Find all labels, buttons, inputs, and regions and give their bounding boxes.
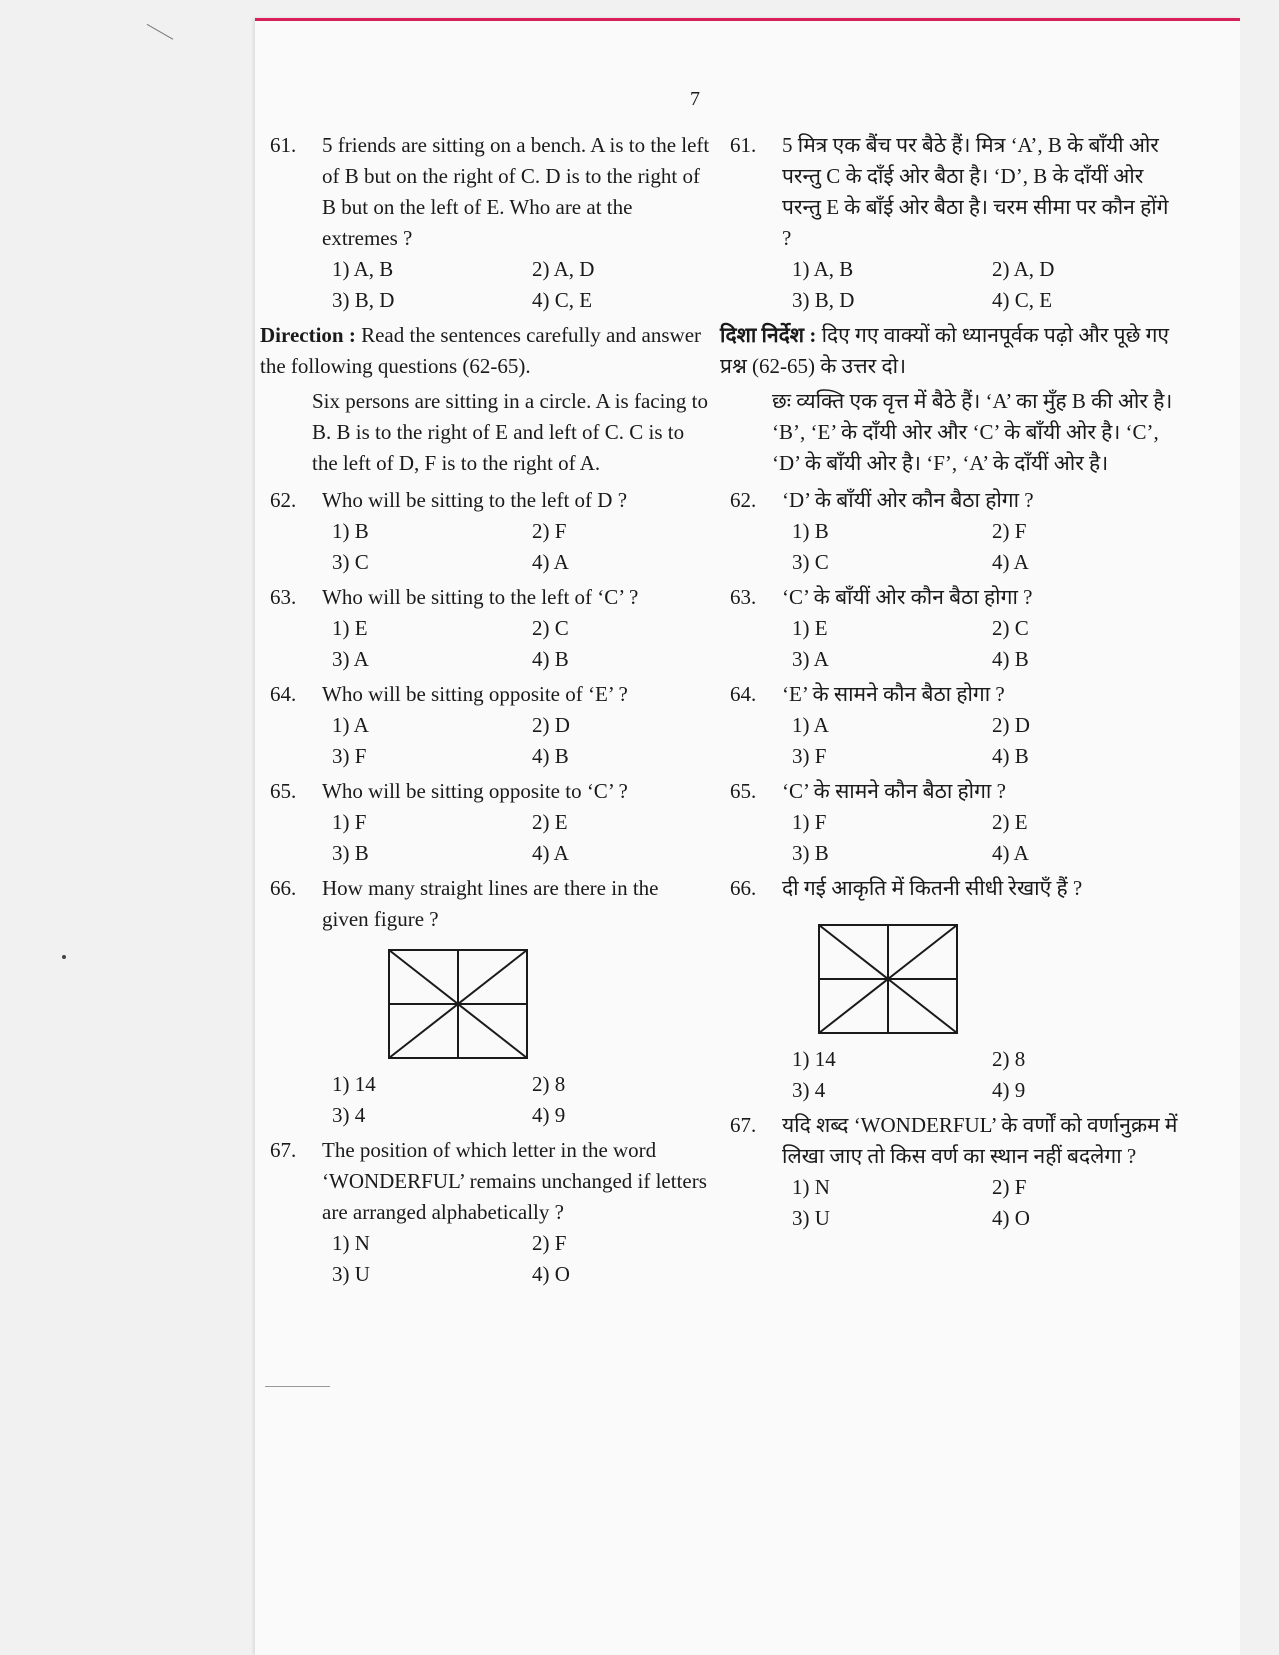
- option-1: 1) F: [792, 810, 827, 834]
- option-2: 2) F: [992, 519, 1027, 543]
- question-66: [270, 873, 710, 1131]
- question-number: 66.: [730, 876, 757, 900]
- option-1: 1) 14: [792, 1047, 836, 1071]
- question-number: 65.: [730, 779, 757, 803]
- options: [792, 613, 1180, 675]
- square-lines-figure: [818, 924, 958, 1034]
- option-2: 2) F: [532, 519, 567, 543]
- option-1: 1) 14: [332, 1072, 376, 1096]
- option-2: 2) D: [992, 713, 1030, 737]
- question-number: 67.: [270, 1138, 297, 1162]
- line-figure: [388, 949, 528, 1059]
- option-2: 2) 8: [532, 1072, 566, 1096]
- question-number: 63.: [730, 585, 757, 609]
- options: [792, 516, 1180, 578]
- option-4: 4) A: [532, 841, 569, 865]
- option-4: 4) O: [992, 1206, 1030, 1230]
- option-1: 1) N: [792, 1175, 830, 1199]
- option-4: 4) A: [992, 550, 1029, 574]
- question-number: 62.: [730, 488, 757, 512]
- question-67: [270, 1135, 710, 1290]
- options: [792, 807, 1180, 869]
- option-3: 3) C: [332, 550, 369, 574]
- option-4: 4) O: [532, 1262, 570, 1286]
- direction: [260, 320, 710, 382]
- direction-text: Read the sentences carefully and answer the following questions (62-65).: [260, 323, 702, 378]
- english-column: [260, 130, 710, 1294]
- option-2: 2) A, D: [992, 257, 1055, 281]
- question-text: Who will be sitting opposite to ‘C’ ?: [322, 779, 628, 803]
- option-2: 2) F: [532, 1231, 567, 1255]
- option-4: 4) B: [532, 744, 569, 768]
- option-4: 4) B: [992, 647, 1029, 671]
- passage: छः व्यक्ति एक वृत्त में बैठे हैं। ‘A’ का मुँह B की ओर है। ‘B’, ‘E’ के दाँयी ओर और ‘C’ के बाँयी ओर है। ‘C’, ‘D’ के बाँयी ओर है। ‘F’, ‘A’ के दाँयीं ओर है।: [772, 389, 1173, 475]
- question-62: [730, 485, 1180, 578]
- question-61: [730, 130, 1180, 316]
- square-lines-figure: [388, 949, 528, 1059]
- question-number: 67.: [730, 1113, 757, 1137]
- options: [332, 613, 710, 675]
- option-1: 1) B: [332, 519, 369, 543]
- option-3: 3) B: [332, 841, 369, 865]
- question-67: [730, 1110, 1180, 1234]
- option-3: 3) B: [792, 841, 829, 865]
- question-text: ‘C’ के बाँयीं ओर कौन बैठा होगा ?: [782, 585, 1033, 609]
- option-4: 4) A: [532, 550, 569, 574]
- question-number: 65.: [270, 779, 297, 803]
- question-text: Who will be sitting to the left of ‘C’ ?: [322, 585, 639, 609]
- question-text: दी गई आकृति में कितनी सीधी रेखाएँ हैं ?: [782, 876, 1083, 900]
- option-2: 2) E: [992, 810, 1028, 834]
- direction-label: दिशा निर्देश :: [720, 323, 817, 347]
- question-text: How many straight lines are there in the given figure ?: [322, 876, 659, 931]
- option-3: 3) 4: [792, 1078, 826, 1102]
- option-3: 3) A: [332, 647, 369, 671]
- question-text: 5 friends are sitting on a bench. A is to the left of B but on the right of C. D is to the right of B but on the left of E. Who are at the extremes ?: [322, 133, 710, 250]
- question-64: [730, 679, 1180, 772]
- option-4: 4) 9: [992, 1078, 1026, 1102]
- option-3: 3) 4: [332, 1103, 366, 1127]
- question-number: 66.: [270, 876, 297, 900]
- option-2: 2) C: [992, 616, 1029, 640]
- question-number: 61.: [730, 133, 757, 157]
- question-number: 62.: [270, 488, 297, 512]
- question-text: Who will be sitting opposite of ‘E’ ?: [322, 682, 628, 706]
- speck: [62, 955, 66, 959]
- options: [332, 807, 710, 869]
- option-4: 4) A: [992, 841, 1029, 865]
- question-66: [730, 873, 1180, 1106]
- option-2: 2) 8: [992, 1047, 1026, 1071]
- question-64: [270, 679, 710, 772]
- options: [332, 516, 710, 578]
- direction-label: Direction :: [260, 323, 356, 347]
- option-1: 1) B: [792, 519, 829, 543]
- option-2: 2) D: [532, 713, 570, 737]
- hindi-column: [720, 130, 1180, 1238]
- option-3: 3) F: [792, 744, 827, 768]
- option-3: 3) B, D: [792, 288, 855, 312]
- pencil-mark: [137, 24, 173, 57]
- question-61: [270, 130, 710, 316]
- question-number: 64.: [270, 682, 297, 706]
- option-1: 1) A, B: [792, 257, 854, 281]
- options: [792, 254, 1180, 316]
- question-text: यदि शब्द ‘WONDERFUL’ के वर्णों को वर्णानुक्रम में लिखा जाए तो किस वर्ण का स्थान नहीं बदलेगा ?: [782, 1113, 1178, 1168]
- option-1: 1) E: [792, 616, 828, 640]
- question-text: ‘C’ के सामने कौन बैठा होगा ?: [782, 779, 1006, 803]
- option-4: 4) C, E: [532, 288, 593, 312]
- passage: Six persons are sitting in a circle. A is facing to B. B is to the right of E and left of C. C is to the left of D, F is to the right of A.: [312, 389, 709, 475]
- question-62: [270, 485, 710, 578]
- option-3: 3) C: [792, 550, 829, 574]
- option-4: 4) 9: [532, 1103, 566, 1127]
- option-4: 4) C, E: [992, 288, 1053, 312]
- option-3: 3) B, D: [332, 288, 395, 312]
- question-65: [730, 776, 1180, 869]
- option-1: 1) E: [332, 616, 368, 640]
- options: [332, 1228, 710, 1290]
- option-1: 1) F: [332, 810, 367, 834]
- direction-text: दिए गए वाक्यों को ध्यानपूर्वक पढ़ो और पूछे गए प्रश्न (62-65) के उत्तर दो।: [720, 323, 1170, 378]
- option-2: 2) C: [532, 616, 569, 640]
- question-text: Who will be sitting to the left of D ?: [322, 488, 628, 512]
- option-3: 3) U: [792, 1206, 830, 1230]
- question-text: ‘E’ के सामने कौन बैठा होगा ?: [782, 682, 1005, 706]
- question-text: ‘D’ के बाँयीं ओर कौन बैठा होगा ?: [782, 488, 1034, 512]
- options: [792, 1172, 1180, 1234]
- options: [332, 710, 710, 772]
- options: [332, 1069, 710, 1131]
- question-number: 61.: [270, 133, 297, 157]
- option-3: 3) U: [332, 1262, 370, 1286]
- option-2: 2) F: [992, 1175, 1027, 1199]
- question-63: [270, 582, 710, 675]
- question-63: [730, 582, 1180, 675]
- option-2: 2) E: [532, 810, 568, 834]
- question-text: The position of which letter in the word ‘WONDERFUL’ remains unchanged if letters are arranged alphabetically ?: [322, 1138, 707, 1224]
- option-1: 1) A: [332, 713, 369, 737]
- option-1: 1) A: [792, 713, 829, 737]
- question-text: 5 मित्र एक बैंच पर बैठे हैं। मित्र ‘A’, B के बाँयी ओर परन्तु C के दाँई ओर बैठा है। ‘D’, B के दाँयीं ओर परन्तु E के बाँई ओर बैठा है। चरम सीमा पर कौन होंगे ?: [782, 133, 1169, 250]
- question-number: 64.: [730, 682, 757, 706]
- options: [792, 710, 1180, 772]
- question-65: [270, 776, 710, 869]
- option-1: 1) N: [332, 1231, 370, 1255]
- option-1: 1) A, B: [332, 257, 394, 281]
- direction: [720, 320, 1180, 382]
- divider: [265, 1386, 330, 1387]
- options: [792, 1044, 1180, 1106]
- options: [332, 254, 710, 316]
- option-4: 4) B: [532, 647, 569, 671]
- question-number: 63.: [270, 585, 297, 609]
- option-2: 2) A, D: [532, 257, 595, 281]
- option-3: 3) A: [792, 647, 829, 671]
- line-figure: [818, 924, 958, 1034]
- page-number: 7: [690, 88, 700, 110]
- option-3: 3) F: [332, 744, 367, 768]
- option-4: 4) B: [992, 744, 1029, 768]
